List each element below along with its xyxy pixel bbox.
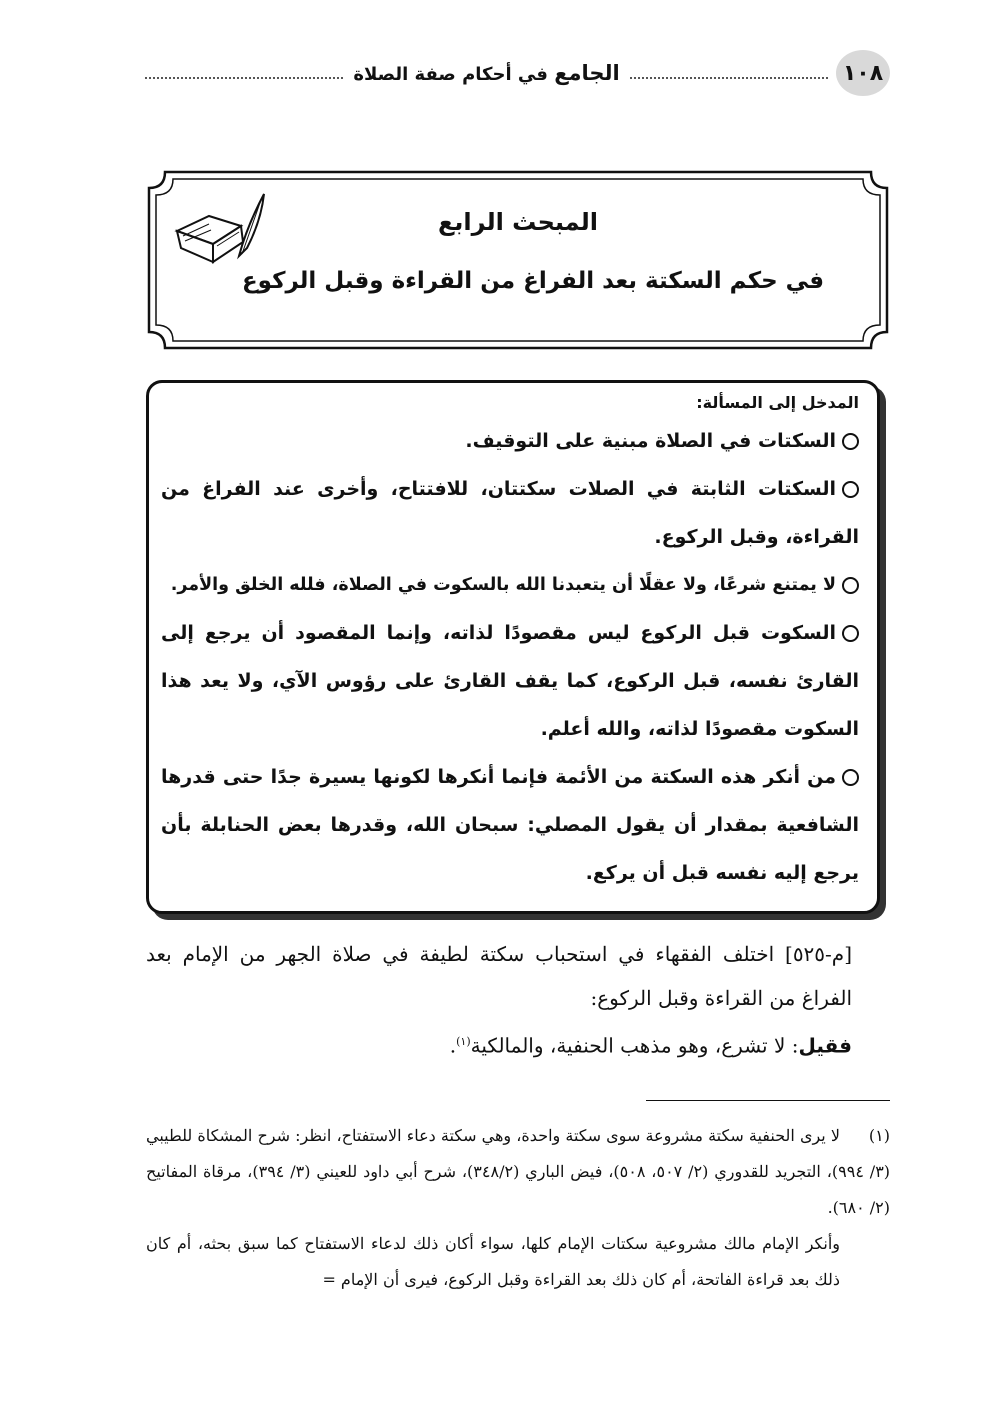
- intro-point: السكتات في الصلاة مبنية على التوقيف.: [161, 417, 859, 465]
- intro-point: السكتات الثابتة في الصلات سكتتان، للافتتاح، وأخرى عند الفراغ من القراءة، وقبل الركوع.: [161, 478, 859, 548]
- circle-bullet-icon: [842, 625, 859, 642]
- chapter-title-frame: [145, 168, 891, 352]
- body-paragraph: [م-٥٢٥] اختلف الفقهاء في استحباب سكتة لطيفة في صلاة الجهر من الإمام بعد الفراغ من القراءة وقبل الركوع:: [146, 942, 852, 1010]
- intro-point: من أنكر هذه السكتة من الأئمة فإنما أنكرها لكونها يسيرة جدًا حتى قدرها الشافعية بمقدار أن يقول المصلي: سبحان الله، وقدرها بعض الحنابلة بأن يرجع إليه نفسه قبل أن يركع.: [161, 766, 859, 884]
- circle-bullet-icon: [842, 433, 859, 450]
- circle-bullet-icon: [842, 769, 859, 786]
- book-title-bold: الجامع: [554, 61, 620, 85]
- intro-point: لا يمتنع شرعًا، ولا عقلًا أن يتعبدنا الله بالسكوت في الصلاة، فلله الخلق والأمر.: [161, 561, 859, 609]
- chapter-title: المبحث الرابع: [438, 208, 598, 236]
- footnote-divider: [646, 1100, 890, 1101]
- opinion-label: فقيل: [798, 1033, 852, 1058]
- page-number: ١٠٨: [836, 50, 890, 96]
- book-title-rest: في أحكام صفة الصلاة: [353, 64, 548, 85]
- circle-bullet-icon: [842, 481, 859, 498]
- page-header: [145, 50, 890, 98]
- footnote-number: (١): [868, 1126, 891, 1145]
- book-title: [343, 61, 629, 85]
- intro-box: [146, 380, 880, 914]
- running-title: [145, 58, 828, 88]
- footnote: (١)لا يرى الحنفية سكتة مشروعة سوى سكتة واحدة، وهي سكتة دعاء الاستفتاح، انظر: شرح المشكاة للطيبي (٣/ ٩٩٤)، التجريد للقدوري (٢/ ٥٠٧، ٥٠٨)، فيض الباري (٣٤٨/٢)، شرح أبي داود للعيني (٣/ ٣٩٤)، مرقاة المفاتيح (٢/ ٦٨٠).: [146, 1118, 890, 1226]
- circle-bullet-icon: [842, 577, 859, 594]
- footnote-continuation: وأنكر الإمام مالك مشروعية سكتات الإمام كلها، سواء أكان ذلك لدعاء الاستفتاح كما سبق بحثه، أم كان ذلك بعد قراءة الفاتحة، أم كان ذلك بعد القراءة وقبل الركوع، فيرى أن الإمام =: [146, 1234, 840, 1289]
- intro-heading: المدخل إلى المسألة:: [696, 393, 859, 412]
- footnote-ref: (١): [456, 1035, 471, 1048]
- body-text: [146, 932, 890, 1068]
- intro-point: السكوت قبل الركوع ليس مقصودًا لذاته، وإنما المقصود أن يرجع إلى القارئ نفسه، قبل الركوع، كما يقف القارئ على رؤوس الآي، ولا يعد هذا السكوت مقصودًا لذاته، والله أعلم.: [161, 622, 859, 740]
- chapter-subtitle: في حكم السكتة بعد الفراغ من القراءة وقبل الركوع: [241, 268, 825, 294]
- footnotes: [146, 1118, 890, 1298]
- dotted-leader-right: [630, 77, 828, 79]
- body-paragraph: فقيل: لا تشرع، وهو مذهب الحنفية، والمالكية$^{(١)}$.: [449, 1033, 852, 1058]
- intro-content: [161, 389, 859, 897]
- dotted-leader-left: [145, 77, 343, 79]
